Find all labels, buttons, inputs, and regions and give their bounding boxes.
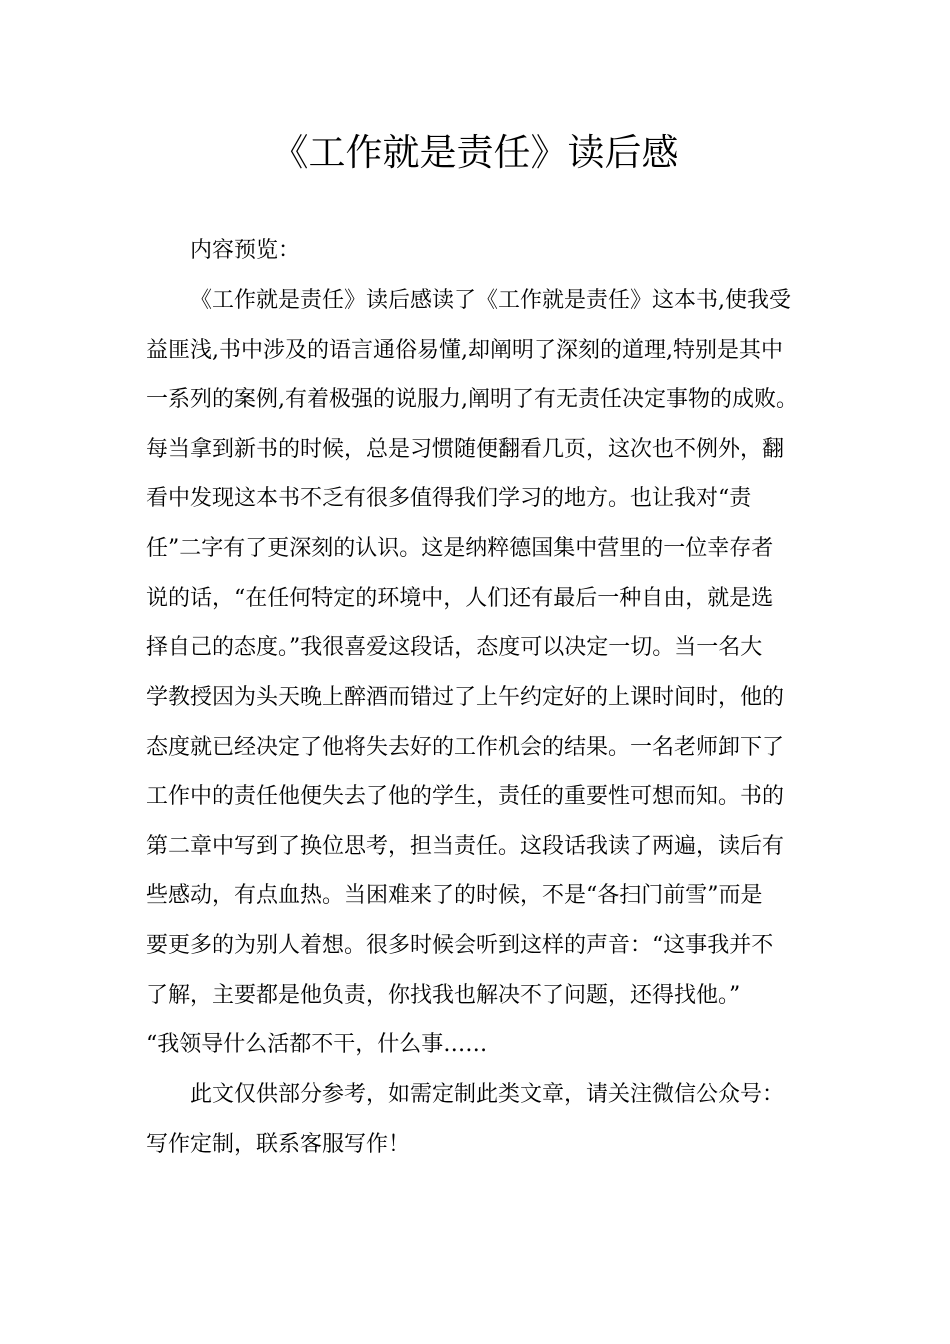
body-line: 任”二字有了更深刻的认识。这是纳粹德国集中营里的一位幸存者 [146,536,774,561]
body-line: 第二章中写到了换位思考，担当责任。这段话我读了两遍，读后有 [146,834,785,859]
body-line: 择自己的态度。”我很喜爱这段话，态度可以决定一切。当一名大 [146,635,763,660]
note-line: 此文仅供部分参考，如需定制此类文章，请关注微信公众号： [190,1082,785,1107]
body-line: 工作中的责任他便失去了他的学生，责任的重要性可想而知。书的 [146,784,785,809]
body-line: 益匪浅,书中涉及的语言通俗易懂,却阐明了深刻的道理,特别是其中 [146,338,783,363]
body-line: 说的话，“在任何特定的环境中，人们还有最后一种自由，就是选 [146,586,774,611]
body-line: 态度就已经决定了他将失去好的工作机会的结果。一名老师卸下了 [146,735,785,760]
body-line: 看中发现这本书不乏有很多值得我们学习的地方。也让我对“责 [146,486,752,511]
preview-label: 内容预览： [190,238,301,263]
note-line: 写作定制，联系客服写作！ [146,1132,411,1157]
document-title: 《工作就是责任》读后感 [271,131,679,174]
body-line: 《工作就是责任》读后感读了《工作就是责任》这本书,使我受 [190,288,791,313]
body-line: 一系列的案例,有着极强的说服力,阐明了有无责任决定事物的成败。 [146,387,798,412]
body-line: 要更多的为别人着想。很多时候会听到这样的声音：“这事我并不 [146,933,774,958]
body-line: “我领导什么活都不干，什么事…… [146,1032,488,1057]
body-line: 学教授因为头天晚上醉酒而错过了上午约定好的上课时间时，他的 [146,685,785,710]
body-line: 了解，主要都是他负责，你找我也解决不了问题，还得找他。” [146,983,741,1008]
body-line: 每当拿到新书的时候，总是习惯随便翻看几页，这次也不例外，翻 [146,437,785,462]
body-line: 些感动，有点血热。当困难来了的时候，不是“各扫门前雪”而是 [146,883,763,908]
